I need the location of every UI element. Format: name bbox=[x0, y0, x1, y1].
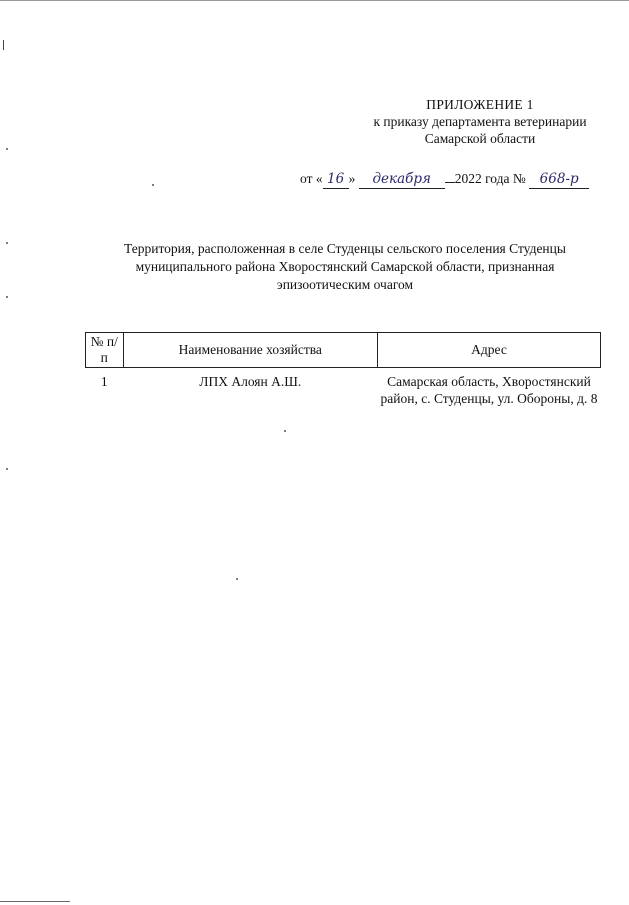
row-address: Самарская область, Хворостянский район, с. Студенцы, ул. Обороны, д. 8 bbox=[380, 374, 598, 406]
page-top-edge bbox=[0, 0, 629, 1]
table-header-row bbox=[86, 333, 601, 368]
table-row bbox=[86, 368, 601, 409]
scan-speck bbox=[6, 242, 8, 244]
order-month: декабря bbox=[359, 170, 445, 189]
order-quote-close: » bbox=[348, 171, 356, 186]
scan-edge-mark bbox=[3, 40, 4, 50]
order-number: 668-р bbox=[529, 170, 589, 189]
scan-speck bbox=[6, 296, 8, 298]
row-name: ЛПХ Алоян А.Ш. bbox=[199, 374, 302, 389]
appendix-order-reference: к приказу департамента ветеринарии bbox=[373, 114, 587, 129]
row-num: 1 bbox=[100, 374, 108, 389]
scan-speck bbox=[236, 578, 238, 580]
farms-table bbox=[85, 332, 601, 408]
header-num: № п/п bbox=[86, 333, 124, 368]
scan-speck bbox=[152, 184, 154, 186]
appendix-region: Самарской области bbox=[424, 131, 536, 146]
page-bottom-mark bbox=[0, 901, 70, 902]
scan-speck bbox=[6, 468, 8, 470]
document-heading: Территория, расположенная в селе Студенцы сельского поселения Студенцы муниципального района Хворостянский Самарской области, признанная эпизоотическим очагом bbox=[124, 241, 566, 292]
order-year: 2022 года № bbox=[454, 171, 526, 186]
header-address: Адрес bbox=[377, 333, 600, 368]
order-prefix: от « bbox=[300, 171, 323, 186]
appendix-block bbox=[300, 96, 600, 147]
order-day: 16 bbox=[323, 170, 349, 189]
scan-speck bbox=[284, 430, 286, 432]
scan-speck bbox=[6, 148, 8, 150]
underline-gap bbox=[445, 182, 455, 183]
appendix-title: ПРИЛОЖЕНИЕ 1 bbox=[426, 97, 534, 112]
order-date-line bbox=[300, 170, 600, 189]
header-name: Наименование хозяйства bbox=[123, 333, 377, 368]
